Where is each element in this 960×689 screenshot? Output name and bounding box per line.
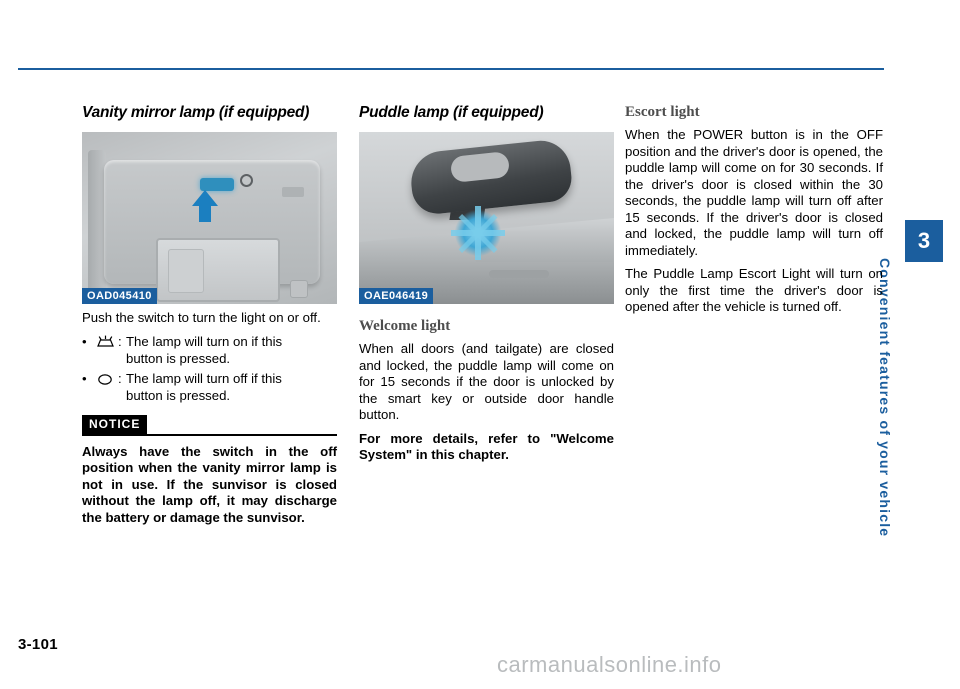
lamp-on-text-cont: button is pressed.: [126, 351, 231, 366]
column-two: [359, 104, 614, 464]
visor-clip: [282, 187, 304, 197]
puddle-lamp-heading: Puddle lamp (if equipped): [359, 104, 544, 121]
notice-text: Always have the switch in the off position when the vanity mirror lamp is not in use. If the sunvisor is closed without the lamp off, it may discharge the battery or damage the sunvisor.: [82, 443, 337, 525]
bullet-dot: •: [82, 333, 87, 349]
puddle-lamp-illustration: [359, 132, 614, 304]
watermark: carmanualsonline.info: [497, 652, 722, 677]
notice-badge: NOTICE: [82, 415, 147, 434]
mirror-inner-panel: [168, 249, 204, 293]
escort-light-paragraph-2: The Puddle Lamp Escort Light will turn on only the first time the driver's door is opened after the vehicle is turned off.: [625, 266, 883, 314]
escort-light-subheading: Escort light: [625, 104, 700, 120]
welcome-light-paragraph-2: For more details, refer to "Welcome System" in this chapter.: [359, 430, 614, 462]
header-rule: [18, 68, 884, 70]
welcome-light-paragraph-1: When all doors (and tailgate) are closed and locked, the puddle lamp will come on for 15 seconds if the door is unlocked by the smart key or outside door handle button.: [359, 341, 614, 422]
page-number: 3-101: [18, 636, 58, 653]
vanity-mirror-illustration: [82, 132, 337, 304]
column-three: [625, 104, 883, 316]
lamp-off-icon: [92, 371, 118, 388]
lamp-off-text: The lamp will turn off if this: [126, 370, 282, 386]
vanity-lamp-intro: Push the switch to turn the light on or off.: [82, 310, 321, 325]
column-one: [82, 104, 337, 526]
figure-code: OAE046419: [359, 288, 433, 304]
lamp-on-icon: [92, 334, 118, 351]
lamp-switch-knob-icon: [240, 174, 253, 187]
bullet-dot: •: [82, 370, 87, 386]
puddle-lamp-glow-icon: [455, 210, 501, 256]
mirror-panel: [156, 238, 280, 302]
list-item: [82, 334, 337, 351]
vanity-mirror-lamp-heading: Vanity mirror lamp (if equipped): [82, 104, 310, 121]
escort-light-paragraph-1: When the POWER button is in the OFF position and the driver's door is opened, the puddle lamp will come on for 30 seconds. If the driver's door is closed within the 30 seconds, the puddle lamp will turn off after 15 seconds. If the driver's door is closed and locked, the puddle lamp will turn off immediately.: [625, 127, 883, 258]
visor-tab: [290, 280, 308, 298]
figure-code: OAD045410: [82, 288, 157, 304]
notice-rule: [82, 434, 337, 436]
bullet-colon: :: [118, 333, 122, 349]
door-handle: [489, 270, 549, 278]
list-item: [82, 371, 337, 388]
bullet-colon: :: [118, 370, 122, 386]
lamp-off-text-cont: button is pressed.: [126, 388, 231, 403]
chapter-title: Convenient features of your vehicle: [877, 258, 893, 538]
welcome-light-subheading: Welcome light: [359, 318, 451, 334]
lamp-on-text: The lamp will turn on if this: [126, 333, 283, 349]
chapter-tab: 3: [905, 220, 943, 262]
